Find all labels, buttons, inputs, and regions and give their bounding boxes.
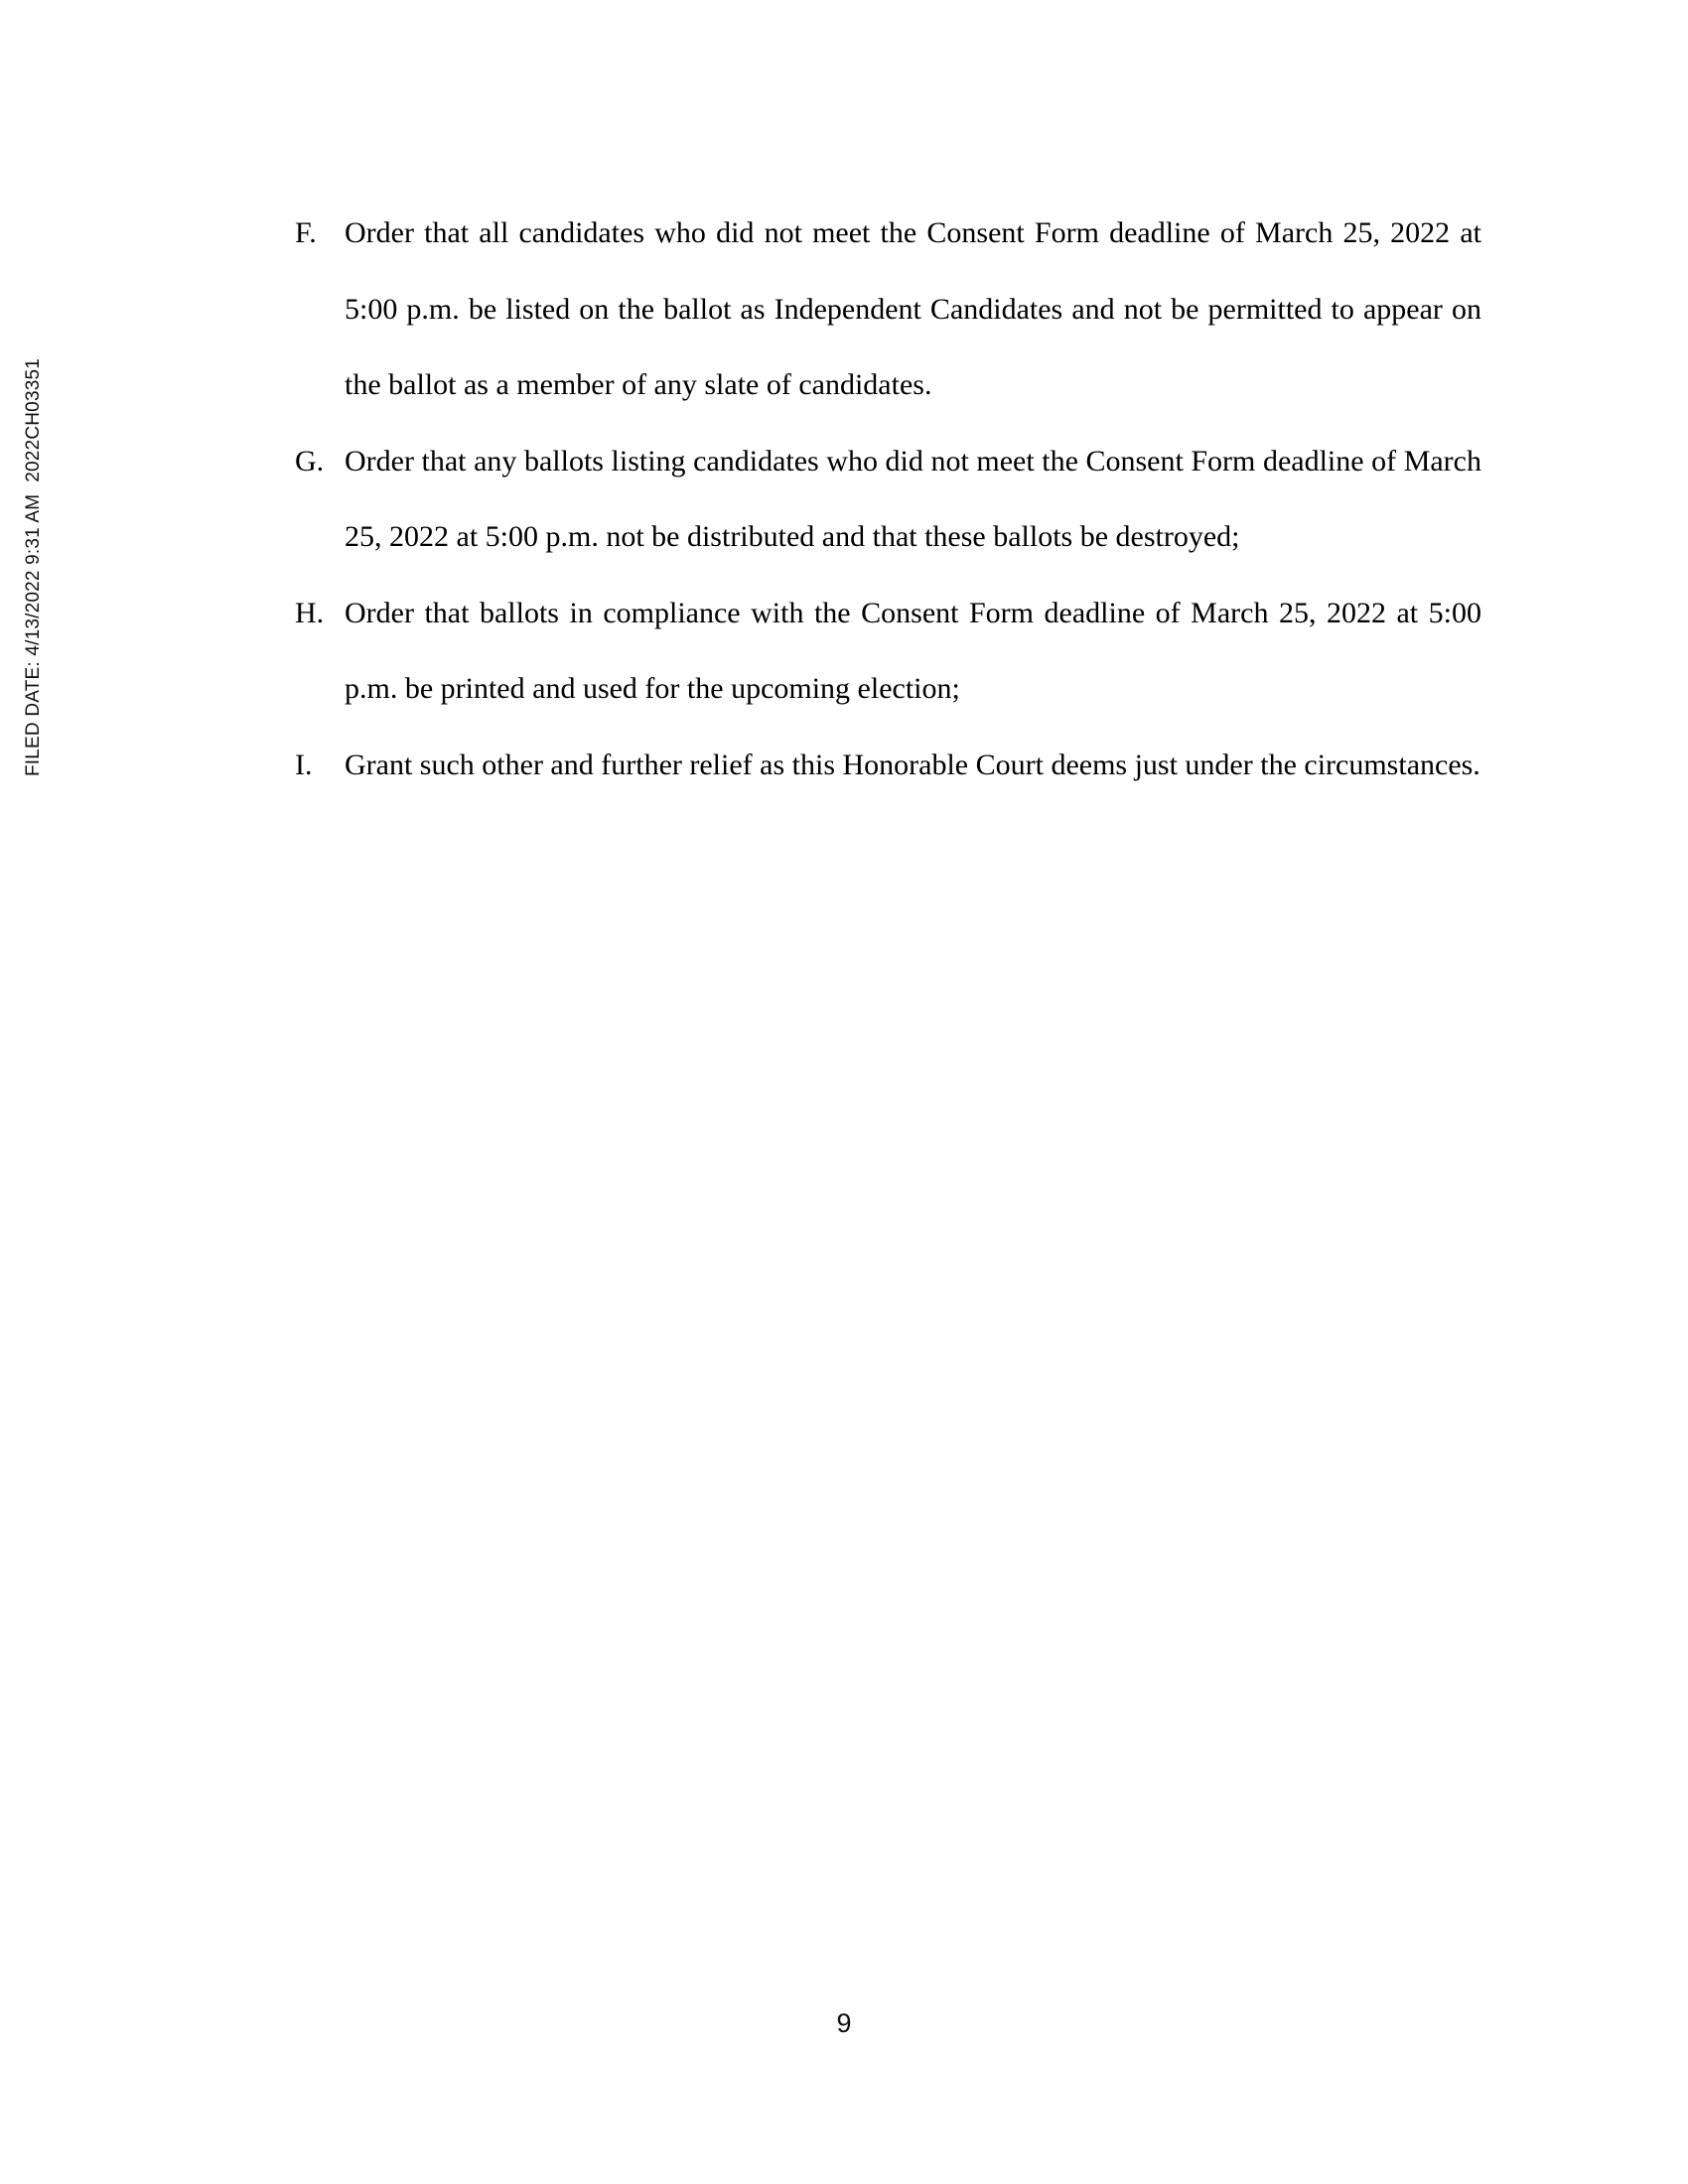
case-number: 2022CH03351 [23,357,44,482]
page-number: 9 [836,2008,852,2038]
relief-item-h [295,576,1481,728]
relief-item-letter: I. [295,748,313,781]
relief-item-f [295,196,1481,424]
relief-item-text: Order that all candidates who did not meet the Consent Form deadline of March 25, 2022 at 5:00 p.m. be listed on the ballot as Independent Candidates and not be permitted to appear on the ballot as a member of any slate of candidates. [345,216,1481,401]
filed-date-label: FILED DATE: 4/13/2022 9:31 AM [23,493,44,776]
relief-item-letter: H. [295,596,325,629]
filed-date-stamp [22,290,46,776]
relief-item-g [295,424,1481,576]
relief-list [295,196,1481,803]
relief-item-letter: G. [295,444,325,478]
relief-item-text: Grant such other and further relief as this Honorable Court deems just under the circumstances. [345,748,1480,781]
relief-item-text: Order that any ballots listing candidates who did not meet the Consent Form deadline of March 25, 2022 at 5:00 p.m. not be distributed and that these ballots be destroyed; [345,444,1481,553]
relief-item-i [295,728,1481,804]
relief-item-text: Order that ballots in compliance with the Consent Form deadline of March 25, 2022 at 5:00 p.m. be printed and used for the upcoming election; [345,596,1481,705]
relief-item-letter: F. [295,216,317,249]
